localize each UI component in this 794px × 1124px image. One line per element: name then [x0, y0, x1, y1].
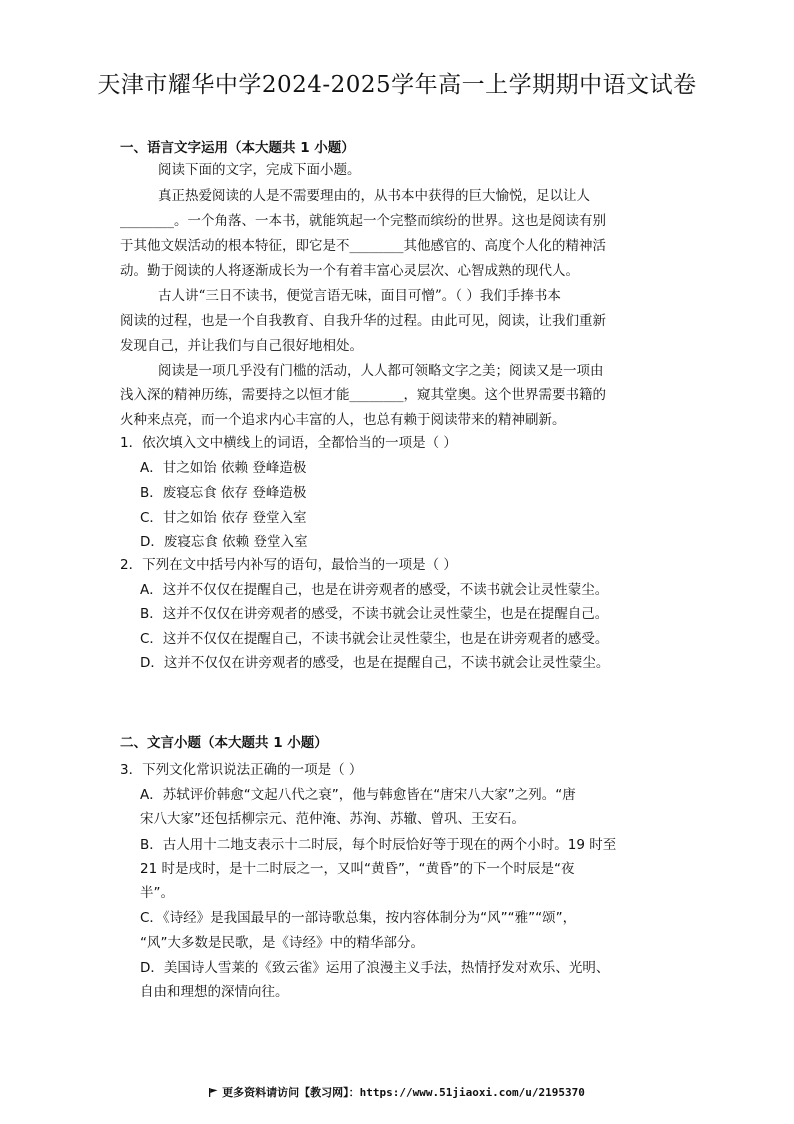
question-3-option-b-cont: 21 时是戌时，是十二时辰之一，又叫“黄昏”，“黄昏”的下一个时辰是“夜: [140, 861, 575, 877]
passage-line: ________。一个角落、一本书，就能筑起一个完整而缤纷的世界。这也是阅读有别: [120, 213, 606, 229]
question-3-stem: 3．下列文化常识说法正确的一项是（ ）: [120, 762, 363, 778]
question-3-option-c-cont: “风”大多数是民歌，是《诗经》中的精华部分。: [140, 935, 424, 951]
passage-line: 真正热爱阅读的人是不需要理由的，从书本中获得的巨大愉悦，足以让人: [158, 188, 590, 204]
question-1-option-d: D．废寝忘食 依赖 登堂入室: [140, 534, 308, 550]
passage-line: 浅入深的精神历练，需要持之以恒才能________，窥其堂奥。这个世界需要书籍的: [120, 387, 606, 403]
passage-line: 动。勤于阅读的人将逐渐成长为一个有着丰富心灵层次、心智成熟的现代人。: [120, 263, 579, 279]
section-2-heading: 二、文言小题（本大题共 1 小题）: [120, 735, 328, 751]
question-2-option-d: D．这并不仅仅在讲旁观者的感受，也是在提醒自己，不读书就会让灵性蒙尘。: [140, 655, 610, 671]
question-3-option-b-cont: 半”。: [140, 885, 174, 901]
passage-line: 发现自己，并让我们与自己很好地相处。: [120, 338, 363, 354]
question-3-option-a-cont: 宋八大家”还包括柳宗元、范仲淹、苏洵、苏辙、曾巩、王安石。: [140, 811, 525, 827]
footer-link[interactable]: 更多资料请访问【教习网】：https://www.51jiaoxi.com/u/2195370: [222, 1086, 585, 1099]
question-3-option-b: B．古人用十二地支表示十二时辰，每个时辰恰好等于现在的两个小时。19 时至: [140, 837, 617, 853]
exam-title: 天津市耀华中学2024-2025学年高一上学期期中语文试卷: [97, 72, 697, 98]
question-2-stem: 2．下列在文中括号内补写的语句，最恰当的一项是（ ）: [120, 557, 457, 573]
passage-line: 阅读的过程，也是一个自我教育、自我升华的过程。由此可见，阅读，让我们重新: [120, 313, 606, 329]
question-3-option-c: C．《诗经》是我国最早的一部诗歌总集，按内容体制分为“风”“雅”“颂”，: [140, 910, 577, 926]
question-3-option-d: D．美国诗人雪莱的《致云雀》运用了浪漫主义手法，热情抒发对欢乐、光明、: [140, 960, 610, 976]
section-1-heading: 一、语言文字运用（本大题共 1 小题）: [120, 140, 355, 156]
question-1-option-c: C．甘之如饴 依存 登堂入室: [140, 510, 307, 526]
passage-line: 阅读下面的文字，完成下面小题。: [158, 162, 361, 178]
question-1-option-b: B．废寝忘食 依存 登峰造极: [140, 485, 307, 501]
passage-line: 于其他文娱活动的根本特征，即它是不________其他感官的、高度个人化的精神活: [120, 238, 606, 254]
footer: [0, 1084, 794, 1100]
question-2-option-a: A．这并不仅仅在提醒自己，也是在讲旁观者的感受，不读书就会让灵性蒙尘。: [140, 582, 609, 598]
question-2-option-b: B．这并不仅仅在讲旁观者的感受，不读书就会让灵性蒙尘，也是在提醒自己。: [140, 606, 609, 622]
question-1-stem: 1．依次填入文中横线上的词语，全都恰当的一项是（ ）: [120, 435, 457, 451]
passage-line: 古人讲“三日不读书，便觉言语无味，面目可憎”。（ ）我们手捧书本: [158, 288, 561, 304]
flag-icon: [209, 1088, 218, 1097]
question-1-option-a: A．甘之如饴 依赖 登峰造极: [140, 460, 307, 476]
passage-line: 阅读是一项几乎没有门槛的活动，人人都可领略文字之美；阅读又是一项由: [158, 363, 604, 379]
question-2-option-c: C．这并不仅仅在提醒自己，不读书就会让灵性蒙尘，也是在讲旁观者的感受。: [140, 631, 609, 647]
question-3-option-d-cont: 自由和理想的深情向往。: [140, 984, 289, 1000]
passage-line: 火种来点亮，而一个追求内心丰富的人，也总有赖于阅读带来的精神刷新。: [120, 412, 566, 428]
question-3-option-a: A．苏轼评价韩愈“文起八代之衰”，他与韩愈皆在“唐宋八大家”之列。“唐: [140, 787, 576, 803]
